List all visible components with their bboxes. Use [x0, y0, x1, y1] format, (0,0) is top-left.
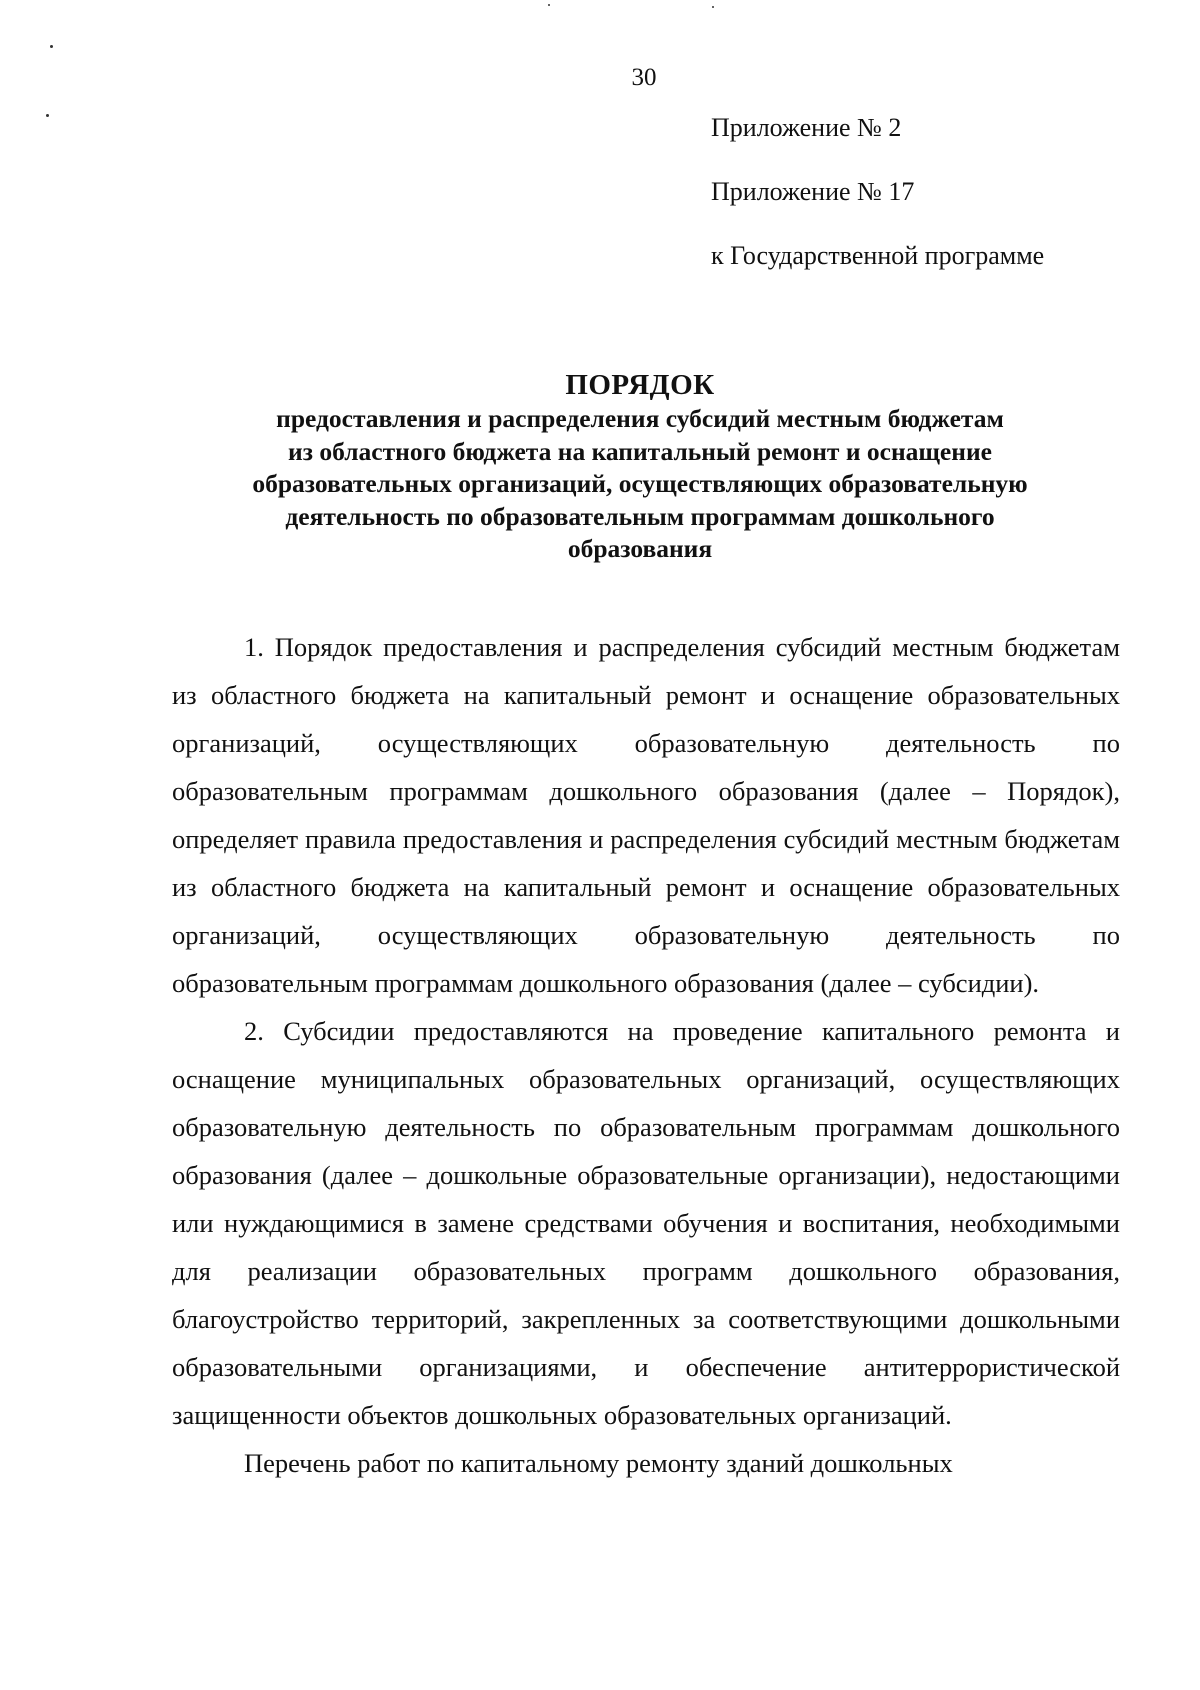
scan-speck: [712, 6, 714, 8]
subtitle-line-5: образования: [567, 534, 713, 563]
scan-speck: [50, 45, 53, 48]
scan-speck: [548, 4, 550, 6]
page-number: 30: [631, 64, 657, 91]
scan-speck: [46, 114, 49, 117]
subtitle-line-3: образовательных организаций, осуществляющих образовательную: [252, 469, 1028, 498]
attachment-label-3: к Государственной программе: [711, 241, 1045, 270]
subtitle-line-4: деятельность по образовательным программам дошкольного: [285, 501, 995, 531]
paragraph-3: Перечень работ по капитальному ремонту зданий дошкольных: [244, 1448, 953, 1478]
attachment-label-1: Приложение № 2: [711, 113, 902, 142]
subtitle-line-1: предоставления и распределения субсидий местным бюджетам: [276, 404, 1004, 433]
document-body: [172, 623, 1120, 1487]
paragraph-2: 2. Субсидии предоставляются на проведение капитального ремонта и оснащение муниципальных образовательных организаций, осуществляющих образовательную деятельность по образовательным программам дошкольного образования (далее – дошкольные образовательные организации), недостающими или нуждающимися в замене средствами обучения и воспитания, необходимыми для реализации образовательных программ дошкольного образования, благоустройство территорий, закрепленных за соответствующими дошкольными образовательными организациями, и обеспечение антитеррористической защищенности объектов дошкольных образовательных организаций.: [172, 1016, 1120, 1430]
paragraph-1: 1. Порядок предоставления и распределения субсидий местным бюджетам из областного бюджета на капитальный ремонт и оснащение образовательных организаций, осуществляющих образовательную деятельность по образовательным программам дошкольного образования (далее – Порядок), определяет правила предоставления и распределения субсидий местным бюджетам из областного бюджета на капитальный ремонт и оснащение образовательных организаций, осуществляющих образовательную деятельность по образовательным программам дошкольного образования (далее – субсидии).: [172, 632, 1120, 998]
document-heading: [180, 367, 1100, 566]
subtitle-line-2: из областного бюджета на капитальный ремонт и оснащение: [288, 436, 992, 466]
document-title: ПОРЯДОК: [565, 369, 715, 401]
attachment-label-2: Приложение № 17: [711, 177, 915, 206]
